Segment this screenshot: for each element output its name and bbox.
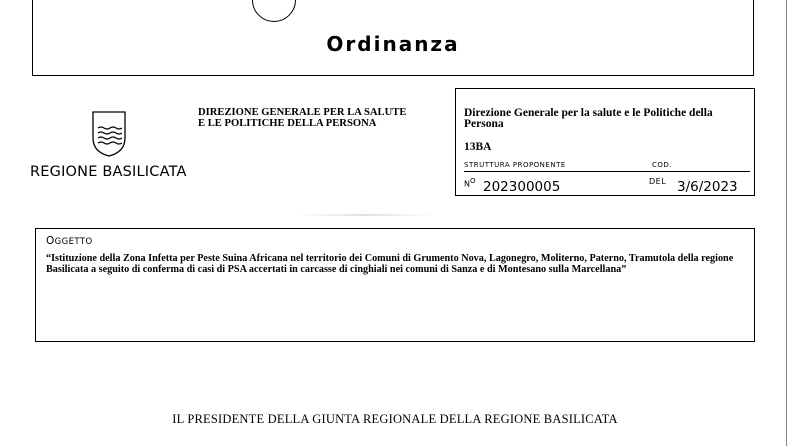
cod-label: COD. (652, 161, 673, 169)
title-notch (252, 0, 296, 22)
document-title: Ordinanza (326, 32, 460, 56)
number-underline (464, 195, 594, 196)
struttura-proponente-box (455, 88, 755, 196)
number-label (464, 177, 476, 189)
document-title-box (32, 0, 754, 76)
region-name: REGIONE BASILICATA (30, 164, 187, 180)
section-heading: IL PRESIDENTE DELLA GIUNTA REGIONALE DELLA REGIONE BASILICATA (172, 412, 618, 426)
page-edge (786, 0, 787, 446)
ordinance-date: 3/6/2023 (677, 179, 738, 195)
oggetto-box (35, 228, 755, 342)
divider (464, 171, 750, 172)
struttura-label: STRUTTURA PROPONENTE (464, 161, 566, 169)
number-label-letter: N (464, 179, 470, 189)
oggetto-label-first: O (46, 235, 55, 247)
date-underline (646, 195, 750, 196)
oggetto-label (46, 235, 93, 247)
oggetto-text: “Istituzione della Zona Infetta per Peste Suina Africana nel territorio dei Comuni di Grumento Nova, Lagonegro, Moliterno, Paterno, Tramutola della regione Basilicata a seguito di conferma di casi di PSA accertati in carcasse di cinghiali nei comuni di Sanza e di Montesano sulla Marcellana” (46, 253, 734, 275)
struttura-code: 13BA (464, 141, 492, 153)
struttura-direction: Direzione Generale per la salute e le Politiche della Persona (464, 107, 713, 130)
date-label: DEL (649, 177, 667, 186)
scan-artifact (295, 214, 435, 216)
oggetto-label-rest: GGETTO (54, 237, 93, 247)
ordinance-number: 202300005 (483, 179, 561, 195)
regione-basilicata-coat-of-arms-icon (90, 108, 128, 158)
number-label-sup: O (469, 177, 476, 185)
direction-name: DIREZIONE GENERALE PER LA SALUTE E LE POLITICHE DELLA PERSONA (198, 107, 407, 129)
